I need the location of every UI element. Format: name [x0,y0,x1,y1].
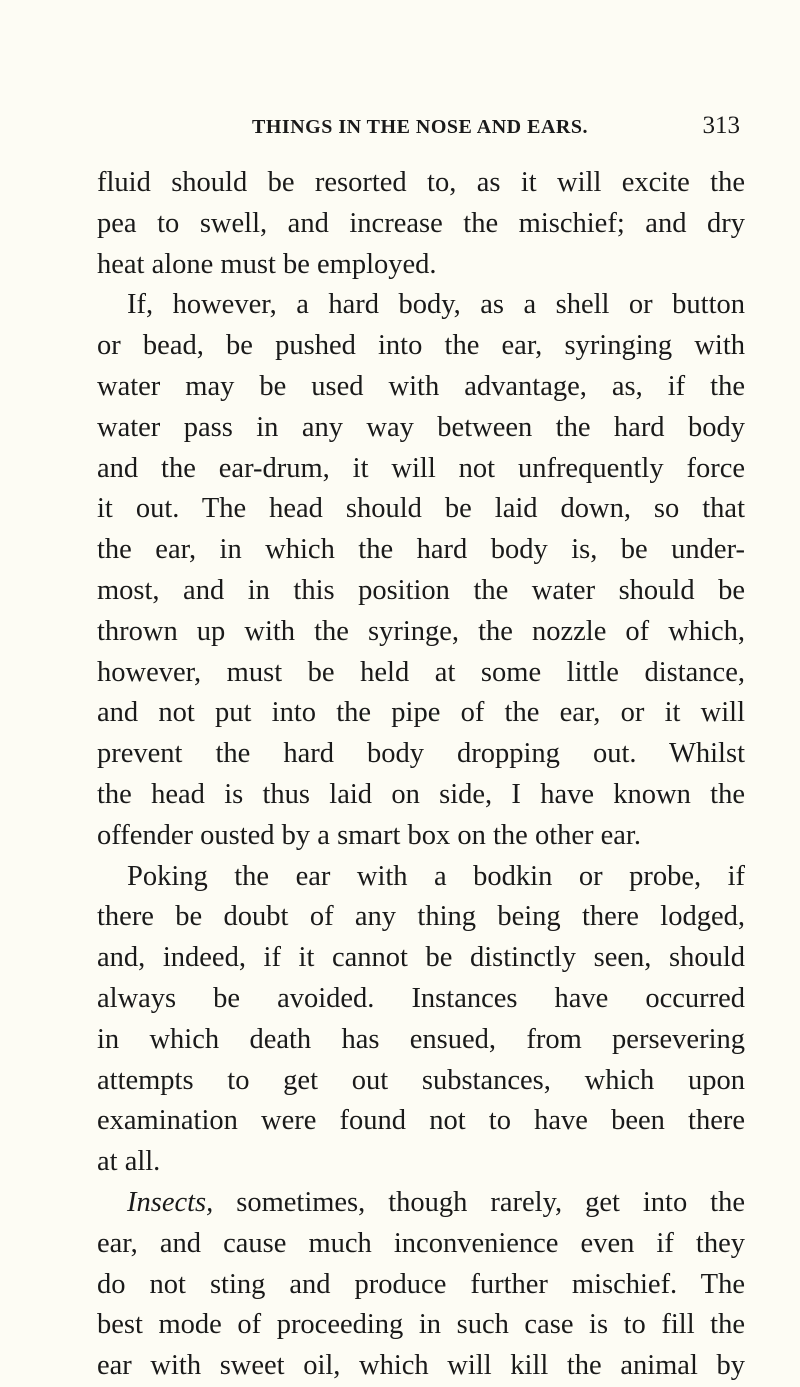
text-line: the head is thus laid on side, I have known the [97,778,745,810]
text-line: pea to swell, and increase the mischief; and dry [97,207,745,239]
text-line: however, must be held at some little distance, [97,656,745,688]
text-line: it out. The head should be laid down, so that [97,493,745,525]
text-line: examination were found not to have been there [97,1105,745,1137]
page-number: 313 [702,112,740,139]
text-line: most, and in this position the water should be [97,574,745,606]
text-line: and, indeed, if it cannot be distinctly seen, should [97,942,745,974]
text-line: fluid should be resorted to, as it will excite the [97,167,745,198]
text-line: prevent the hard body dropping out. Whilst [97,738,745,770]
text-line: attempts to get out substances, which upon [97,1064,745,1096]
text-line: in which death has ensued, from persevering [97,1023,745,1055]
text-line: at all. [97,1146,161,1178]
text-line: water may be used with advantage, as, if the [97,370,745,402]
text-line: there be doubt of any thing being there lodged, [97,901,745,933]
text-line: ear with sweet oil, which will kill the animal by [97,1350,745,1382]
text-line: and the ear-drum, it will not unfrequently force [97,452,745,484]
body-text [97,163,745,1387]
text-line: and not put into the pipe of the ear, or it will [97,697,745,729]
italic-term: Insects, [127,1186,214,1218]
text-line: best mode of proceeding in such case is to fill the [97,1309,745,1341]
text-line: water pass in any way between the hard body [97,411,745,443]
paragraph-start-line [97,1183,745,1224]
text-line: or bead, be pushed into the ear, syringing with [97,330,745,362]
paragraph-start-line: Poking the ear with a bodkin or probe, if [127,860,745,892]
text-line: thrown up with the syringe, the nozzle of which, [97,615,745,647]
text-line: the ear, in which the hard body is, be under- [97,534,745,566]
text-line: heat alone must be employed. [97,248,437,280]
paragraph-start-line: If, however, a hard body, as a shell or button [127,289,745,321]
text-line: do not sting and produce further mischief. The [97,1268,745,1300]
running-head-title: THINGS IN THE NOSE AND EARS. [252,116,588,138]
text-line: offender ousted by a smart box on the other ear. [97,819,641,851]
running-head [100,112,740,146]
text-line: ear, and cause much inconvenience even if they [97,1227,745,1259]
text-line: always be avoided. Instances have occurred [97,982,745,1014]
text-line-rest: sometimes, though rarely, get into the [213,1186,745,1218]
